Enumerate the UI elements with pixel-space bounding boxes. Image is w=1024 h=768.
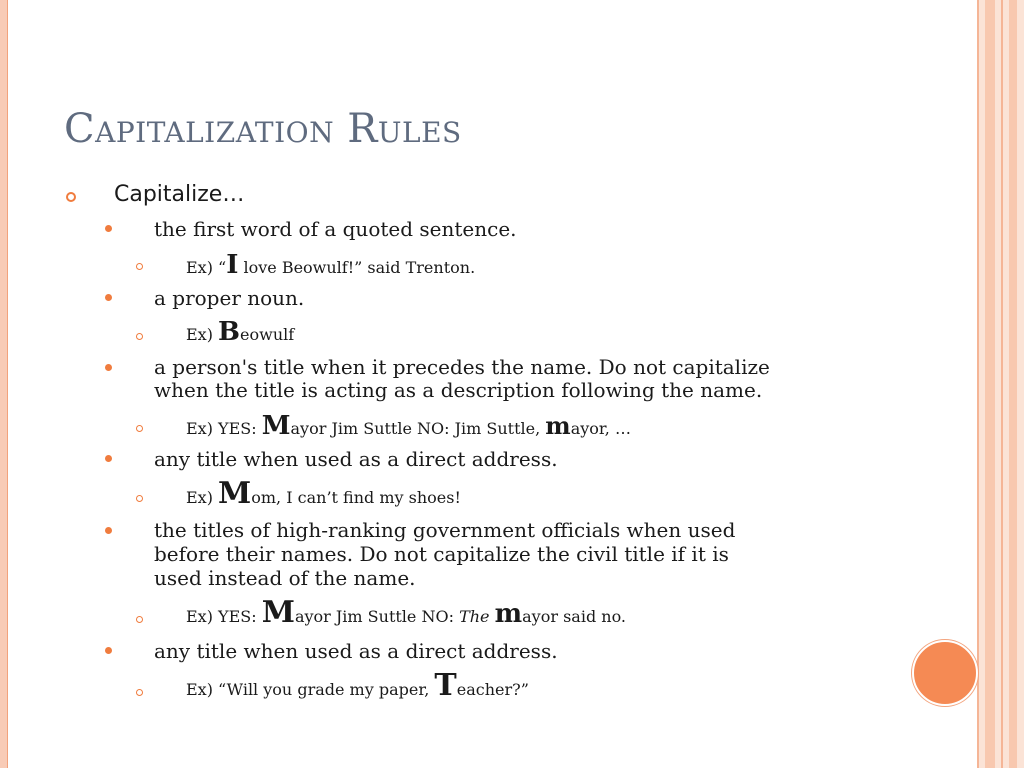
rule-text: any title when used as a direct address. (154, 447, 558, 471)
rule-text: when the title is acting as a description following the name. (154, 378, 763, 402)
rule-text: the first word of a quoted sentence. (154, 217, 517, 241)
frame-stripe (977, 0, 979, 768)
bullet-dot-icon (105, 364, 112, 371)
bullet-circle-icon (136, 425, 143, 432)
bullet-circle-icon (66, 192, 76, 202)
bullet-dot-icon (105, 647, 112, 654)
level1-heading: Capitalize… (114, 182, 245, 207)
example-line: Ex) YES: Mayor Jim Suttle NO: Jim Suttle, mayor, … (186, 411, 631, 441)
frame-stripe (1009, 0, 1017, 768)
bullet-dot-icon (105, 294, 112, 301)
bullet-circle-icon (136, 616, 143, 623)
slide-title: Capitalization Rules (64, 106, 462, 152)
example-line: Ex) “Will you grade my paper, Teacher?” (186, 668, 529, 703)
bullet-dot-icon (105, 455, 112, 462)
rule-text: a proper noun. (154, 286, 305, 310)
bullet-circle-icon (136, 495, 143, 502)
rule-text: the titles of high-ranking government officials when used (154, 518, 736, 542)
rule-text: a person's title when it precedes the name. Do not capitalize (154, 355, 770, 379)
example-line: Ex) Beowulf (186, 317, 295, 347)
frame-stripe (1001, 0, 1003, 768)
bullet-circle-icon (136, 689, 143, 696)
rule-text: any title when used as a direct address. (154, 639, 558, 663)
example-line: Ex) YES: Mayor Jim Suttle NO: The mayor said no. (186, 595, 627, 630)
bullet-circle-icon (136, 333, 143, 340)
rule-text: before their names. Do not capitalize the civil title if it is (154, 542, 729, 566)
bullet-dot-icon (105, 225, 112, 232)
example-line: Ex) “I love Beowulf!” said Trenton. (186, 250, 476, 280)
example-line: Ex) Mom, I can’t find my shoes! (186, 476, 461, 511)
bullet-circle-icon (136, 263, 143, 270)
rule-text: used instead of the name. (154, 566, 416, 590)
bullet-dot-icon (105, 527, 112, 534)
frame-stripe (985, 0, 995, 768)
